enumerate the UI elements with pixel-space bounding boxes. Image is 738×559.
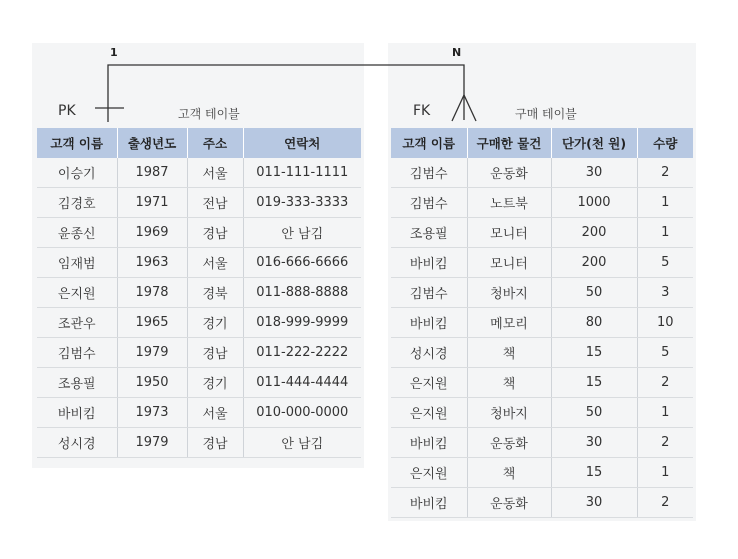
- customer-table: [37, 128, 361, 458]
- table-cell: 경기: [187, 368, 243, 398]
- table-cell: 모니터: [467, 218, 551, 248]
- table-cell: 1: [637, 218, 693, 248]
- table-cell: 모니터: [467, 248, 551, 278]
- table-cell: 1979: [117, 338, 187, 368]
- table-row: [391, 338, 693, 368]
- column-header: 연락처: [243, 128, 361, 158]
- table-cell: 10: [637, 308, 693, 338]
- table-row: [37, 308, 361, 338]
- column-header: 고객 이름: [37, 128, 117, 158]
- table-cell: 성시경: [37, 428, 117, 458]
- table-row: [391, 488, 693, 518]
- table-cell: 김범수: [391, 158, 467, 188]
- table-cell: 1: [637, 188, 693, 218]
- column-header: 출생년도: [117, 128, 187, 158]
- table-cell: 3: [637, 278, 693, 308]
- table-cell: 1987: [117, 158, 187, 188]
- column-header: 고객 이름: [391, 128, 467, 158]
- cardinality-many: N: [452, 46, 462, 59]
- table-cell: 1963: [117, 248, 187, 278]
- table-cell: 김경호: [37, 188, 117, 218]
- table-cell: 경기: [187, 308, 243, 338]
- table-cell: 바비킴: [391, 488, 467, 518]
- table-cell: 15: [551, 338, 637, 368]
- table-cell: 청바지: [467, 398, 551, 428]
- fk-label: FK: [413, 103, 431, 119]
- table-cell: 조관우: [37, 308, 117, 338]
- table-cell: 바비킴: [391, 308, 467, 338]
- table-cell: 019-333-3333: [243, 188, 361, 218]
- table-cell: 016-666-6666: [243, 248, 361, 278]
- table-cell: 1: [637, 398, 693, 428]
- table-row: [391, 428, 693, 458]
- table-cell: 메모리: [467, 308, 551, 338]
- table-cell: 1: [637, 458, 693, 488]
- table-cell: 011-888-8888: [243, 278, 361, 308]
- table-cell: 바비킴: [391, 428, 467, 458]
- table-row: [391, 218, 693, 248]
- table-cell: 1973: [117, 398, 187, 428]
- table-cell: 경북: [187, 278, 243, 308]
- table-cell: 김범수: [391, 188, 467, 218]
- table-row: [37, 278, 361, 308]
- table-cell: 안 남김: [243, 428, 361, 458]
- table-row: [37, 368, 361, 398]
- table-cell: 50: [551, 278, 637, 308]
- table-cell: 010-000-0000: [243, 398, 361, 428]
- table-row: [391, 248, 693, 278]
- table-cell: 운동화: [467, 488, 551, 518]
- column-header: 구매한 물건: [467, 128, 551, 158]
- table-cell: 15: [551, 458, 637, 488]
- column-header: 주소: [187, 128, 243, 158]
- purchase-table-caption: 구매 테이블: [515, 107, 577, 121]
- table-row: [391, 308, 693, 338]
- table-cell: 청바지: [467, 278, 551, 308]
- table-cell: 은지원: [391, 458, 467, 488]
- table-cell: 200: [551, 218, 637, 248]
- table-cell: 1978: [117, 278, 187, 308]
- table-row: [391, 188, 693, 218]
- table-cell: 011-222-2222: [243, 338, 361, 368]
- table-cell: 윤종신: [37, 218, 117, 248]
- table-cell: 김범수: [37, 338, 117, 368]
- table-cell: 임재범: [37, 248, 117, 278]
- table-cell: 경남: [187, 218, 243, 248]
- table-row: [37, 188, 361, 218]
- table-cell: 책: [467, 368, 551, 398]
- table-row: [37, 158, 361, 188]
- table-cell: 바비킴: [391, 248, 467, 278]
- table-cell: 200: [551, 248, 637, 278]
- table-cell: 바비킴: [37, 398, 117, 428]
- table-cell: 책: [467, 338, 551, 368]
- table-cell: 80: [551, 308, 637, 338]
- table-cell: 5: [637, 338, 693, 368]
- table-cell: 은지원: [391, 368, 467, 398]
- table-cell: 1971: [117, 188, 187, 218]
- table-cell: 이승기: [37, 158, 117, 188]
- table-row: [37, 428, 361, 458]
- table-cell: 1979: [117, 428, 187, 458]
- table-row: [37, 338, 361, 368]
- table-cell: 서울: [187, 158, 243, 188]
- table-cell: 경남: [187, 428, 243, 458]
- table-cell: 1000: [551, 188, 637, 218]
- table-row: [391, 278, 693, 308]
- cardinality-one: 1: [110, 46, 118, 59]
- table-row: [37, 398, 361, 428]
- table-cell: 조용필: [391, 218, 467, 248]
- table-row: [37, 218, 361, 248]
- table-cell: 은지원: [391, 398, 467, 428]
- table-cell: 2: [637, 368, 693, 398]
- table-cell: 경남: [187, 338, 243, 368]
- table-cell: 책: [467, 458, 551, 488]
- table-cell: 018-999-9999: [243, 308, 361, 338]
- customer-table-caption: 고객 테이블: [178, 107, 240, 121]
- table-cell: 운동화: [467, 428, 551, 458]
- table-cell: 김범수: [391, 278, 467, 308]
- table-cell: 30: [551, 158, 637, 188]
- table-cell: 2: [637, 488, 693, 518]
- table-row: [391, 458, 693, 488]
- table-cell: 30: [551, 488, 637, 518]
- purchase-table: [391, 128, 693, 518]
- table-cell: 15: [551, 368, 637, 398]
- table-cell: 50: [551, 398, 637, 428]
- table-cell: 노트북: [467, 188, 551, 218]
- table-cell: 조용필: [37, 368, 117, 398]
- table-cell: 011-111-1111: [243, 158, 361, 188]
- pk-label: PK: [58, 103, 76, 119]
- table-row: [391, 398, 693, 428]
- table-cell: 2: [637, 428, 693, 458]
- table-cell: 1965: [117, 308, 187, 338]
- table-cell: 30: [551, 428, 637, 458]
- table-cell: 1969: [117, 218, 187, 248]
- table-cell: 011-444-4444: [243, 368, 361, 398]
- table-row: [37, 248, 361, 278]
- table-cell: 전남: [187, 188, 243, 218]
- table-cell: 1950: [117, 368, 187, 398]
- table-cell: 서울: [187, 248, 243, 278]
- table-cell: 5: [637, 248, 693, 278]
- column-header: 수량: [637, 128, 693, 158]
- table-cell: 운동화: [467, 158, 551, 188]
- table-row: [391, 158, 693, 188]
- column-header: 단가(천 원): [551, 128, 637, 158]
- table-cell: 서울: [187, 398, 243, 428]
- table-row: [391, 368, 693, 398]
- table-cell: 2: [637, 158, 693, 188]
- table-cell: 안 남김: [243, 218, 361, 248]
- table-cell: 성시경: [391, 338, 467, 368]
- table-cell: 은지원: [37, 278, 117, 308]
